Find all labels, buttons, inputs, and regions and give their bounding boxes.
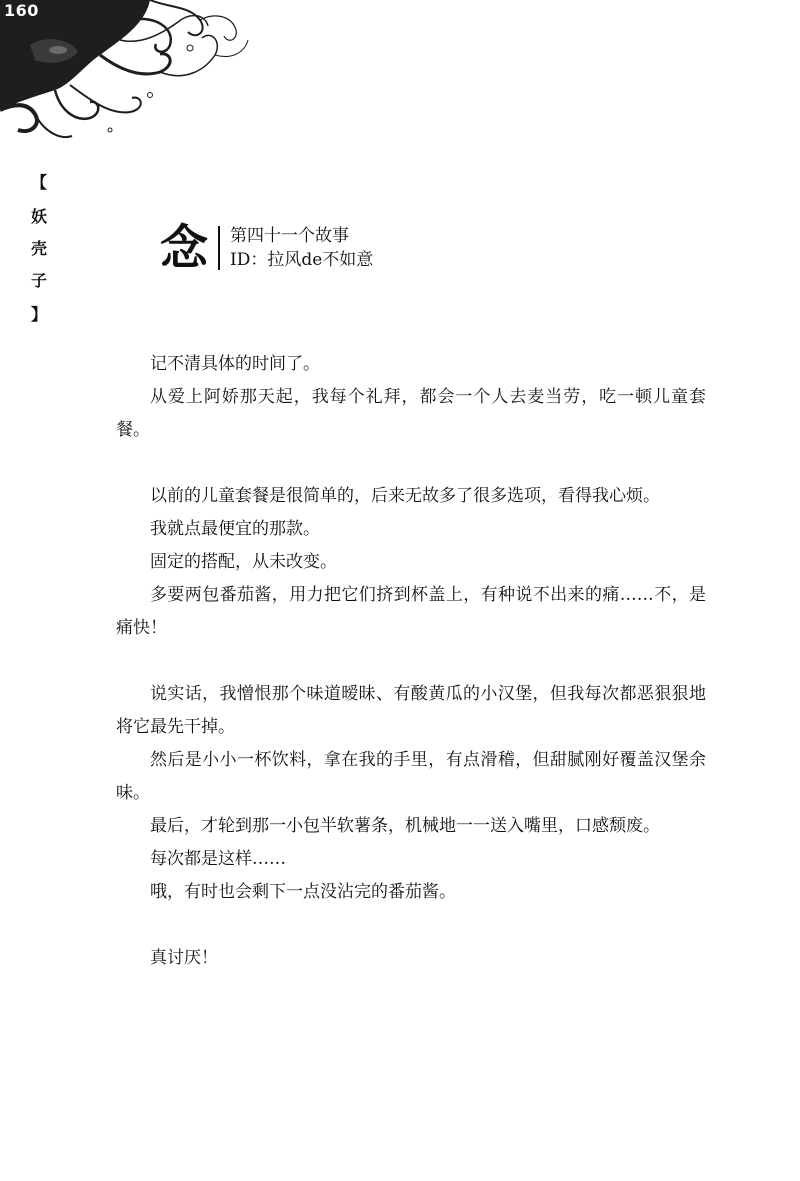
side-tab-char: 妖	[30, 207, 47, 226]
heading-big-char: 念	[160, 220, 209, 276]
paragraph: 从爱上阿娇那天起，我每个礼拜，都会一个人去麦当劳，吃一顿儿童套餐。	[116, 387, 706, 440]
paragraph: 真讨厌！	[150, 948, 218, 968]
story-body	[116, 348, 706, 975]
paragraph: 哦，有时也会剩下一点没沾完的番茄酱。	[150, 882, 456, 902]
author-id: ID：拉风de不如意	[230, 250, 374, 270]
side-tab-bracket-bottom: 】	[30, 305, 47, 324]
side-tab-bracket-top: 【	[30, 173, 47, 192]
paragraph: 固定的搭配，从未改变。	[150, 552, 337, 572]
story-heading	[160, 222, 373, 274]
side-tab-char: 子	[30, 271, 47, 290]
paragraph: 以前的儿童套餐是很简单的，后来无故多了很多选项，看得我心烦。	[150, 486, 660, 506]
paragraph: 最后，才轮到那一小包半软薯条，机械地一一送入嘴里，口感颓废。	[150, 816, 660, 836]
paragraph: 然后是小小一杯饮料，拿在我的手里，有点滑稽，但甜腻刚好覆盖汉堡余味。	[116, 750, 706, 803]
paragraph: 我就点最便宜的那款。	[150, 519, 320, 539]
heading-meta	[230, 224, 373, 272]
paragraph: 记不清具体的时间了。	[150, 354, 320, 374]
side-tab-char: 壳	[30, 239, 47, 258]
page-number: 160	[4, 1, 39, 20]
paragraph: 多要两包番茄酱，用力把它们挤到杯盖上，有种说不出来的痛……不，是痛快！	[116, 585, 706, 638]
side-tab	[28, 175, 50, 323]
heading-divider	[218, 226, 220, 270]
swirl-ornament-icon	[0, 0, 260, 150]
paragraph: 说实话，我憎恨那个味道暧昧、有酸黄瓜的小汉堡，但我每次都恶狠狠地将它最先干掉。	[116, 684, 706, 737]
story-number: 第四十一个故事	[230, 226, 350, 246]
paragraph: 每次都是这样……	[150, 849, 286, 869]
